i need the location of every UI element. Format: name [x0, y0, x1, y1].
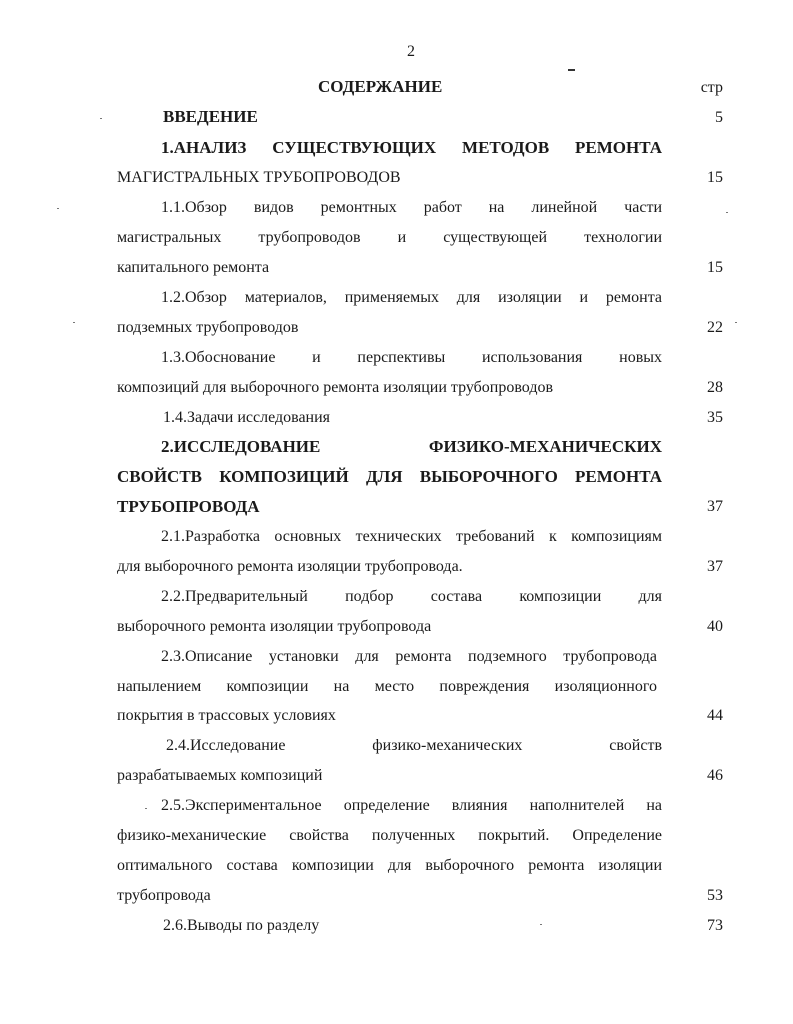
toc-entry-2-2-line-1: 2.2.Предварительный подбор состава композиции для: [161, 588, 662, 605]
page-number: 2: [407, 43, 415, 60]
scan-speck: [568, 69, 575, 71]
toc-entry-1-2-line-1: 1.2.Обзор материалов, применяемых для изоляции и ремонта: [161, 289, 662, 306]
toc-entry-section-1-line-1: 1.АНАЛИЗ СУЩЕСТВУЮЩИХ МЕТОДОВ РЕМОНТА: [161, 138, 662, 157]
toc-entry-2-4-line-2: разрабатываемых композиций: [117, 767, 323, 784]
scan-speck: [73, 322, 75, 323]
toc-title: СОДЕРЖАНИЕ: [318, 77, 443, 96]
toc-page-section-2: 37: [707, 498, 723, 515]
toc-entry-section-2-line-3: ТРУБОПРОВОДА: [117, 497, 260, 516]
toc-entry-2-3-line-3: покрытия в трассовых условиях: [117, 707, 336, 724]
toc-entry-intro: ВВЕДЕНИЕ: [163, 107, 258, 126]
toc-entry-2-3-line-2: напылением композиции на место повреждения изоляционного: [117, 678, 657, 695]
toc-page-2-5: 53: [707, 887, 723, 904]
scan-speck: [540, 924, 542, 925]
toc-page-1-2: 22: [707, 319, 723, 336]
toc-entry-1-1-line-2: магистральных трубопроводов и существующей технологии: [117, 229, 662, 246]
toc-page-section-1: 15: [707, 169, 723, 186]
toc-entry-section-2-line-2: СВОЙСТВ КОМПОЗИЦИЙ ДЛЯ ВЫБОРОЧНОГО РЕМОНТА: [117, 467, 662, 486]
toc-page-2-2: 40: [707, 618, 723, 635]
scan-speck: [57, 208, 59, 209]
toc-entry-2-3-line-1: 2.3.Описание установки для ремонта подземного трубопровода: [161, 648, 657, 665]
scan-speck: [145, 808, 147, 809]
toc-entry-1-1-line-3: капитального ремонта: [117, 259, 270, 276]
toc-page-2-6: 73: [707, 917, 723, 934]
toc-entry-1-4: 1.4.Задачи исследования: [163, 409, 331, 426]
toc-page-1-3: 28: [707, 379, 723, 396]
toc-page-intro: 5: [715, 109, 723, 126]
toc-page-2-3: 44: [707, 707, 723, 724]
toc-entry-section-2-line-1: 2.ИССЛЕДОВАНИЕ ФИЗИКО-МЕХАНИЧЕСКИХ: [161, 437, 662, 456]
toc-page-1-4: 35: [707, 409, 723, 426]
toc-entry-2-1-line-1: 2.1.Разработка основных технических требований к композициям: [161, 528, 662, 545]
toc-entry-2-1-line-2: для выборочного ремонта изоляции трубопровода.: [117, 558, 463, 575]
toc-entry-2-5-line-4: трубопровода: [117, 887, 211, 904]
toc-entry-1-2-line-2: подземных трубопроводов: [117, 319, 299, 336]
scan-speck: [726, 212, 728, 213]
toc-entry-1-1-line-1: 1.1.Обзор видов ремонтных работ на линейной части: [161, 199, 662, 216]
toc-entry-2-2-line-2: выборочного ремонта изоляции трубопровода: [117, 618, 432, 635]
toc-page-2-4: 46: [707, 767, 723, 784]
toc-entry-section-1-line-2: МАГИСТРАЛЬНЫХ ТРУБОПРОВОДОВ: [117, 169, 401, 186]
toc-entry-2-6: 2.6.Выводы по разделу: [163, 917, 320, 934]
scan-speck: [100, 118, 102, 119]
toc-page-1-1: 15: [707, 259, 723, 276]
toc-page-2-1: 37: [707, 558, 723, 575]
scan-speck: [735, 322, 737, 323]
toc-entry-2-5-line-1: 2.5.Экспериментальное определение влияния наполнителей на: [161, 797, 662, 814]
toc-entry-2-5-line-2: физико-механические свойства полученных покрытий. Определение: [117, 827, 662, 844]
toc-entry-2-4-line-1: 2.4.Исследование физико-механических свойств: [166, 737, 662, 754]
toc-entry-1-3-line-2: композиций для выборочного ремонта изоляции трубопроводов: [117, 379, 554, 396]
page-column-label: стр: [700, 79, 723, 96]
toc-entry-2-5-line-3: оптимального состава композиции для выборочного ремонта изоляции: [117, 857, 662, 874]
toc-entry-1-3-line-1: 1.3.Обоснование и перспективы использования новых: [161, 349, 662, 366]
